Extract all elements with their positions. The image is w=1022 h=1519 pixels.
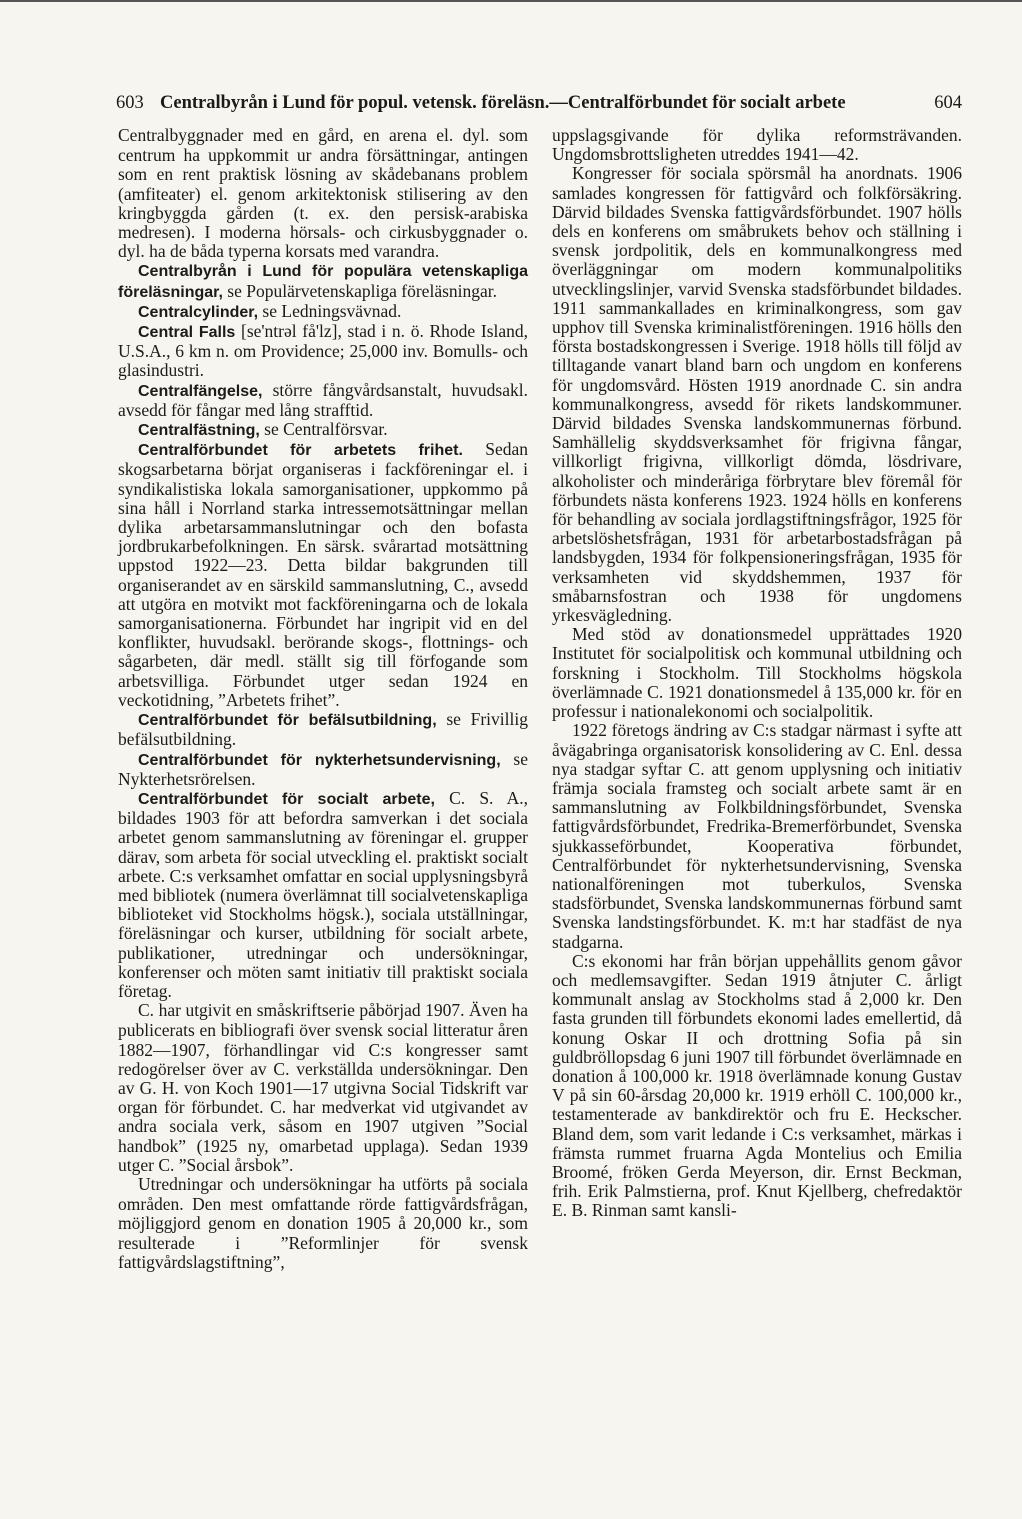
entry-headword: Centralförbundet för arbetets frihet. xyxy=(138,442,463,460)
entry-headword: Centralförbundet för befälsutbildning, xyxy=(138,712,437,730)
page-number-right: 604 xyxy=(934,93,962,113)
left-column xyxy=(118,126,528,1272)
page-number-left: 603 xyxy=(116,93,144,113)
entry-paragraph: Central Falls [se'ntrəl få'lz], stad i n. ö. Rhode Island, U.S.A., 6 km n. om Providence; 25,000 inv. Bomulls- och glasindustri. xyxy=(118,321,529,381)
entry-paragraph: Utredningar och undersökningar ha utförts på sociala områden. Den mest omfattande rörde fattigvårdsfrågan, möjliggjord genom en donation 1905 å 20,000 kr., som resulterade i ”Reformlinjer för svensk fattigvårdslagstiftning”, xyxy=(118,1173,528,1272)
entry-headword: Centralcylinder, xyxy=(138,303,259,321)
page-top-rule xyxy=(0,0,1022,2)
entry-paragraph: Centralförbundet för socialt arbete, C. S. A., bildades 1903 för att befordra samverkan i det sociala arbetet genom sammanslutning av föreningar el. grupper därav, som arbeta för social utveckling el. praktiskt socialt arbete. C:s verksamhet omfattar en social upplysningsbyrå med bibliotek (numera överlämnat till socialvetenskapliga biblioteket vid Stockholms högsk.), sociala utställningar, föreläsningar och kurser, utbildning för socialt arbete, publikationer, utredningar och undersökningar, konferenser och möten samt initiativ till praktiskt sociala företag. xyxy=(118,787,529,1001)
entry-headword: Central Falls xyxy=(138,324,236,342)
entry-headword: Centralbyrån i Lund för populära vetenskapliga föreläsningar, xyxy=(118,263,528,301)
entry-headword: Centralförbundet för nykterhetsundervisning, xyxy=(138,751,501,769)
entry-paragraph: Centralförbundet för arbetets frihet. Sedan skogsarbetarna börjat organiseras i fackföreningar el. i syndikalistiska lokala samorganisationer, uppkommo på sina håll i Norrland starka intressemotsättningar mellan dylika arbetarsammanslutningar och den bofasta jordbrukarbefolkningen. En särsk. svårartad motsättning uppstod 1922—23. Detta bildar bakgrunden till organiserandet av en särskild sammanslutning, C., avsedd att utgöra en motvikt mot fackföreningarna och de lokala samorganisationerna. Förbundet har ingripit vid en del konflikter, huvudsakl. berörande skogs-, flottnings- och sågarbeten, där medl. ställt sig till förfogande som arbetsvilliga. Förbundet utger sedan 1924 en veckotidning, ”Arbetets frihet”. xyxy=(118,439,528,710)
entry-paragraph: Centralfästning, se Centralförsvar. xyxy=(138,419,388,440)
entry-paragraph: 1922 företogs ändring av C:s stadgar närmast i syfte att åvägabringa organisatorisk konsolidering av C. Enl. dessa nya stadgar syftar C. att genom upplysning och initiativ främja sociala framsteg och socialt arbete samt är en sammanslutning av Folkbildningsförbundet, Svenska fattigvårdsförbundet, Fredrika-Bremerförbundet, Svenska sjukkasseförbundet, Kooperativa förbundet, Centralförbundet för nykterhetsundervisning, Svenska nationalföreningen mot tuberkulos, Svenska stadsförbundet, Svenska landskommunernas förbund samt Svenska landstingsförbundet. K. m:t har stadfäst de nya stadgarna. xyxy=(552,720,962,952)
entry-headword: Centralförbundet för socialt arbete, xyxy=(138,790,435,808)
right-column xyxy=(552,126,962,1221)
entry-paragraph: C. har utgivit en småskriftserie påbörjad 1907. Även ha publicerats en bibliografi över svensk social litteratur åren 1882—1907, förhandlingar vid C:s kongresser samt redogörelser över av C. verkställda undersökningar. Den av G. H. von Koch 1901—17 utgivna Social Tidskrift var organ för förbundet. C. har medverkat vid utgivandet av andra sociala verk, såsom en 1907 utgiven ”Social handbok” (1925 ny, omarbetad upplaga). Sedan 1939 utger C. ”Social årsbok”. xyxy=(118,1000,528,1175)
entry-paragraph: Kongresser för sociala spörsmål ha anordnats. 1906 samlades kongressen för fattigvård och folkförsäkring. Därvid bildades Svenska fattigvårdsförbundet. 1907 hölls dels en konferens om småbrukets behov och ställning i svensk jordpolitik, dels en kommunalkongress med överläggningar om modern kommunalpolitiks utvecklingslinjer, varvid Svenska stadsförbundet bildades. 1911 sammankallades en kriminalkongress, som gav upphov till Svenska kriminalistföreningen. 1916 hölls den första bostadskongressen i Sverige. 1918 hölls till följd av tilltagande vanart bland barn och ungdom en konferens för ungdomsvård. Hösten 1919 anordnade C. sin andra kommunalkongress, avsedd för rikets landskommuner. Därvid bildades Svenska landskommunernas förbund. Samhällelig skyddsverksamhet för frigivna fångar, villkorligt frigivna, villkorligt dömda, lösdrivare, alkoholister och minderåriga förbrytare blev föremål för förbundets nästa konferens 1923. 1924 hölls en konferens för behandling av sociala jordlagstiftningsfrågor, 1925 för arbetslöshetsfrågan, 1931 för arbetarbostadsfrågan på landsbygden, 1934 för folkpensioneringsfrågan, 1935 för verksamheten vid skyddshemmen, 1937 för småbarnsfostran och 1938 för ungdomens yrkesvägledning. xyxy=(552,163,962,626)
entry-paragraph: Centralbyrån i Lund för populära vetenskapliga föreläsningar, se Populärvetenskapliga föreläsningar. xyxy=(118,263,528,301)
entry-paragraph: uppslagsgivande för dylika reformsträvanden. Ungdomsbrottsligheten utreddes 1941—42. xyxy=(552,125,962,165)
entry-paragraph: C:s ekonomi har från början uppehållits genom gåvor och medlemsavgifter. Sedan 1919 åtnjuter C. årligt kommunalt anslag av Stockholms stad å 2,000 kr. Den fasta grunden till förbundets ekonomi lades emellertid, då konung Oskar II och drottning Sofia på sin guldbröllopsdag 6 juni 1907 till förbundet överlämnade en donation å 100,000 kr. 1918 överlämnade konung Gustav V på sin 60-årsdag 20,000 kr. 1919 erhöll C. 100,000 kr., testamenterade av bankdirektör och fru E. Heckscher. Bland dem, som varit ledande i C:s verksamhet, märkas i främsta rummet fruarna Agda Montelius och Emilia Broomé, fröken Gerda Meyerson, dir. Ernst Beckman, frih. Erik Palmstierna, prof. Knut Kjellberg, chefredaktör E. B. Rinman samt kansli- xyxy=(552,950,962,1221)
entry-paragraph: Centralförbundet för nykterhetsundervisning, se Nykterhetsrörelsen. xyxy=(118,748,529,789)
entry-paragraph: Centralcylinder, se Ledningsvävnad. xyxy=(138,300,402,321)
header-title: Centralbyrån i Lund för popul. vetensk. föreläsn.—Centralförbundet för socialt arbete xyxy=(160,93,846,113)
entry-paragraph: Centralbyggnader med en gård, en arena el. dyl. som centrum ha uppkommit ur andra försättningar, antingen som en rent praktisk lösning av skådebanans problem (amfiteater) el. genom arkitektonisk stilisering av den kringbyggda gården (t. ex. den persisk-arabiska medresen). I moderna hörsals- och cirkusbyggnader o. dyl. ha de båda typerna korsats med varandra. xyxy=(118,125,528,262)
entry-paragraph: Centralförbundet för befälsutbildning, se Frivillig befälsutbildning. xyxy=(118,709,528,750)
running-header xyxy=(116,90,962,116)
entry-headword: Centralfängelse, xyxy=(138,382,263,400)
entry-paragraph: Med stöd av donationsmedel upprättades 1920 Institutet för socialpolitisk och kommunal utbildning och forskning i Stockholm. Till Stockholms högskola överlämnade C. 1921 donationsmedel å 135,000 kr. för en professur i nationalekonomi och socialpolitik. xyxy=(552,624,962,722)
entry-paragraph: Centralfängelse, större fångvårdsanstalt, huvudsakl. avsedd för fångar med lång strafftid. xyxy=(118,379,528,420)
entry-headword: Centralfästning, xyxy=(138,422,260,440)
